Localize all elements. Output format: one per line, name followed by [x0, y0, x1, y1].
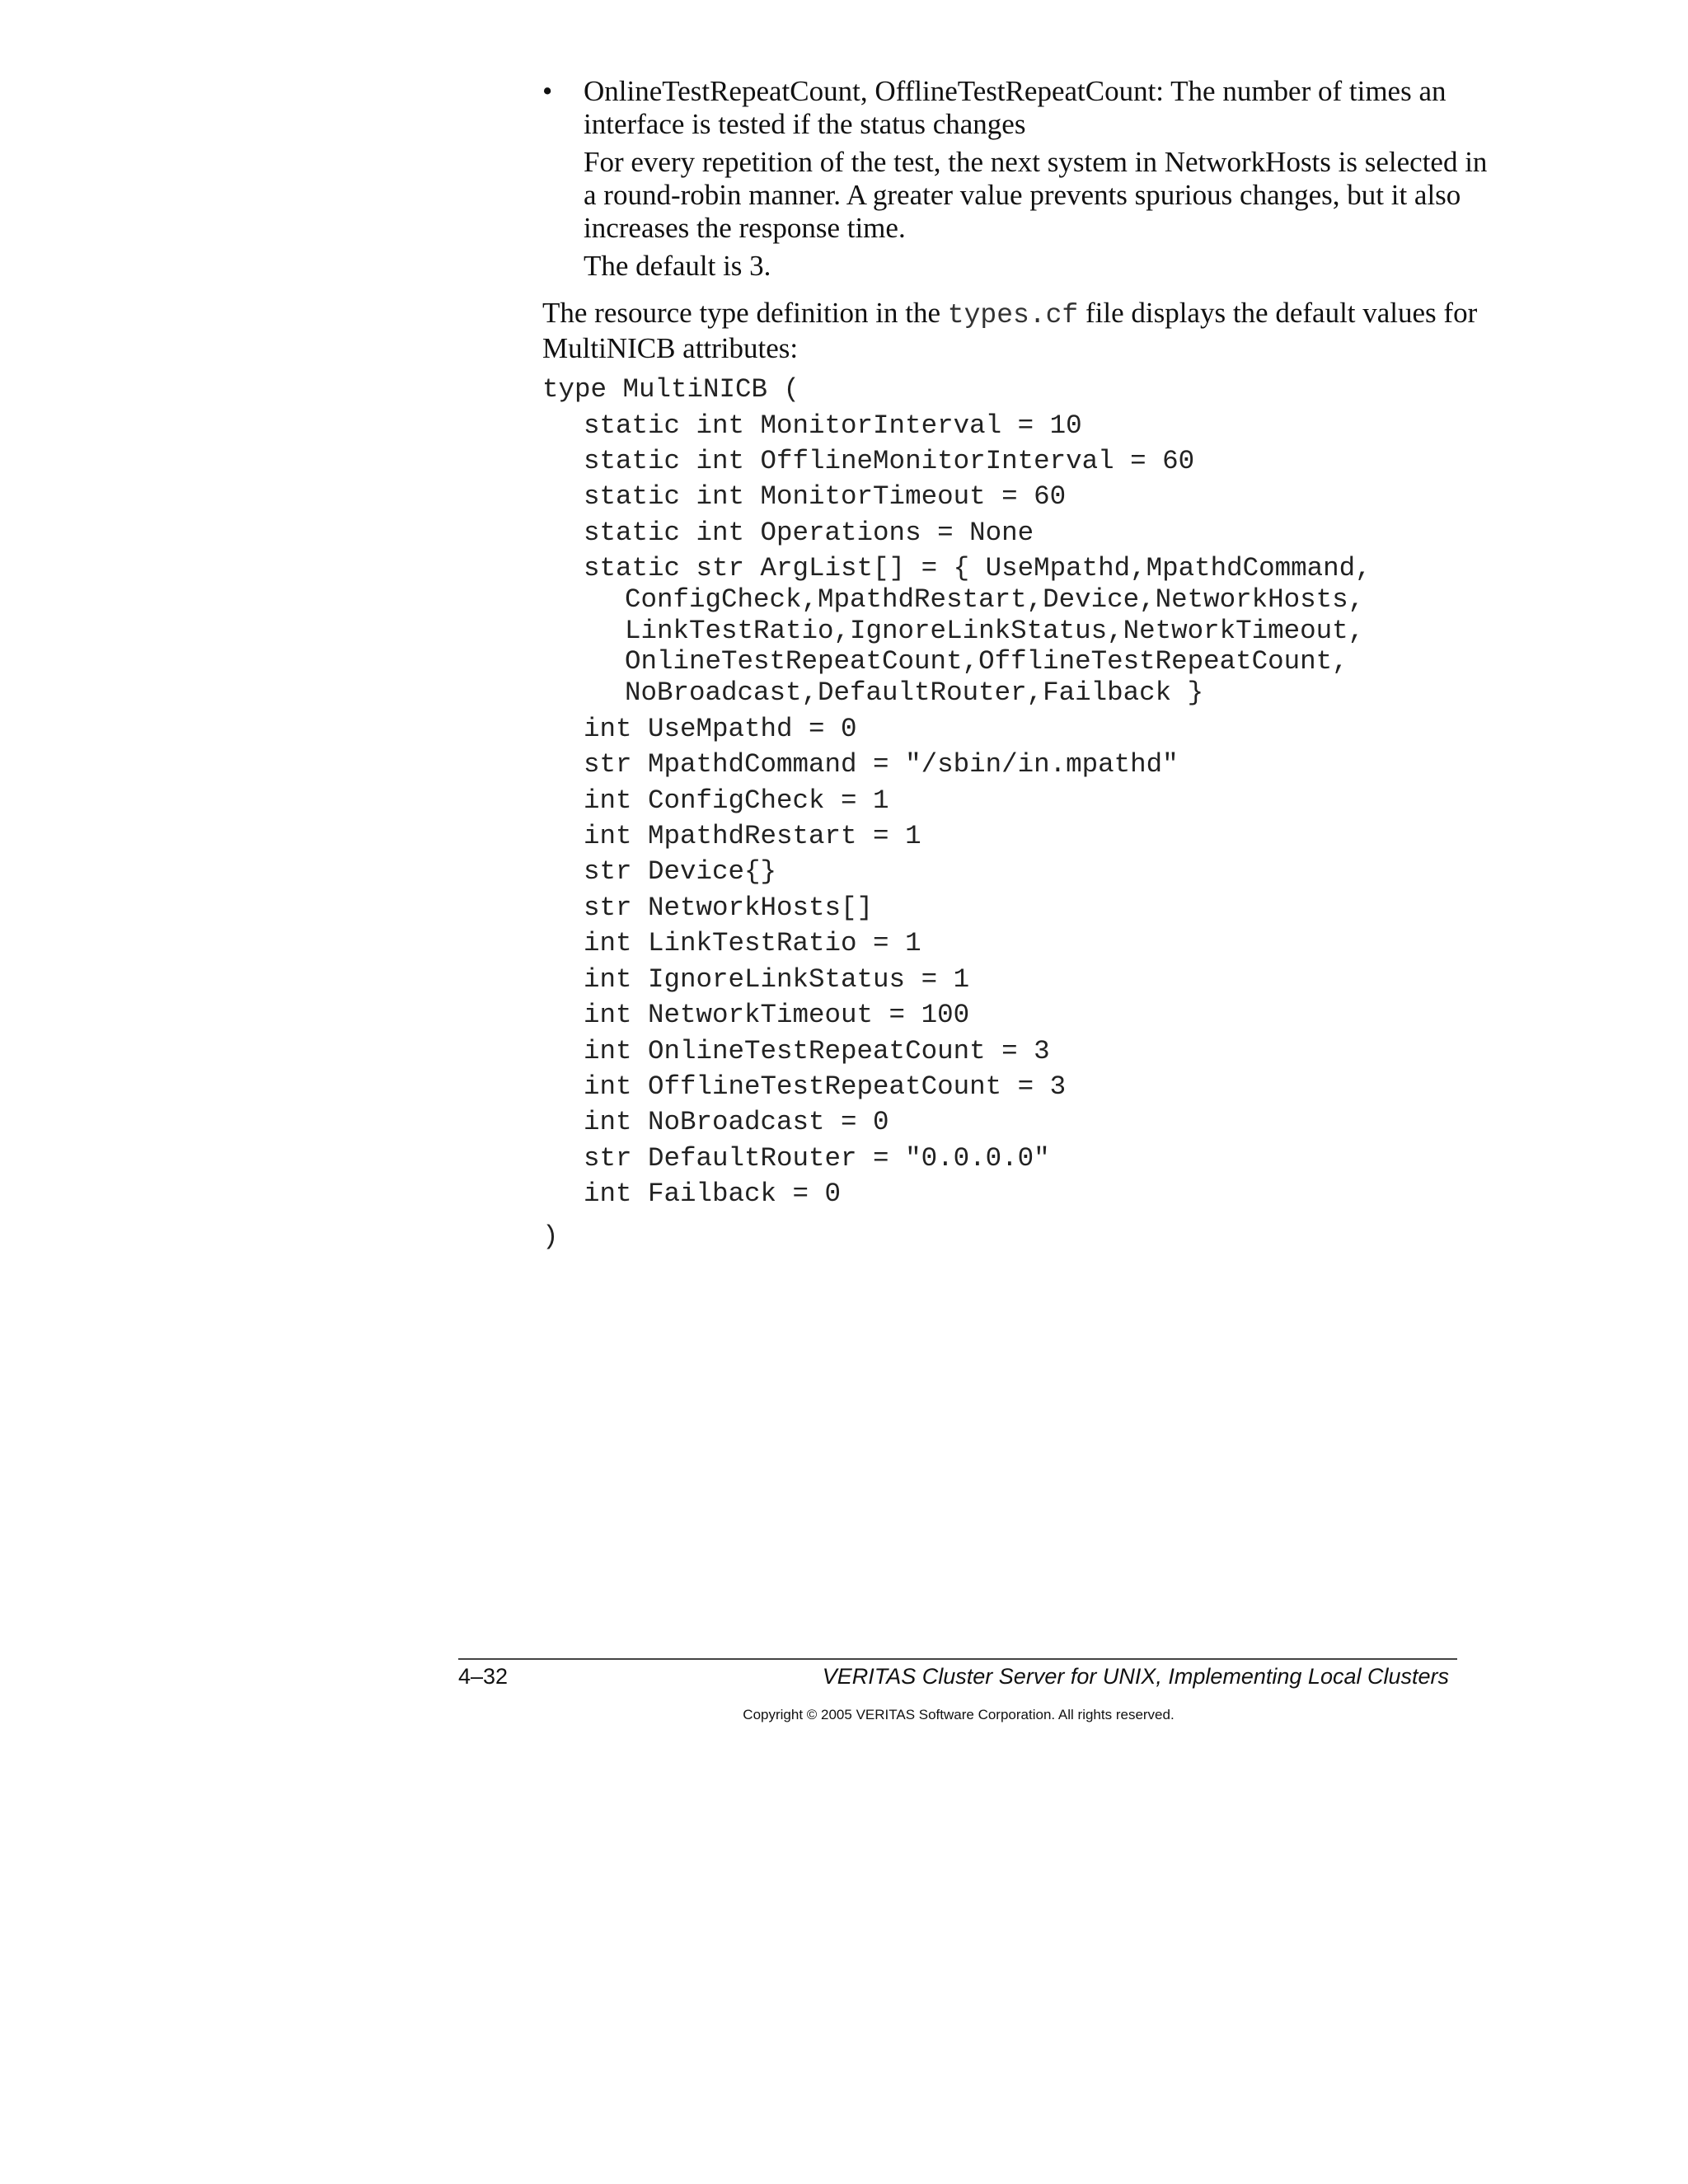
code-line: static int MonitorInterval = 10: [584, 410, 1082, 441]
code-line: static str ArgList[] = { UseMpathd,MpathdCommand,: [584, 553, 1372, 583]
types-cf-filename: types.cf: [947, 300, 1079, 330]
code-line: int NetworkTimeout = 100: [584, 1000, 970, 1030]
code-line: ConfigCheck,MpathdRestart,Device,NetworkHosts,: [625, 584, 1365, 615]
code-line: int LinkTestRatio = 1: [584, 928, 921, 958]
code-line: str MpathdCommand = "/sbin/in.mpathd": [584, 749, 1179, 780]
code-line: str Device{}: [584, 856, 777, 887]
footer-rule: [458, 1658, 1457, 1660]
code-line: ): [542, 1221, 559, 1252]
code-line: static int Operations = None: [584, 518, 1034, 548]
intro-text-before: The resource type definition in the: [542, 297, 948, 329]
code-line: type MultiNICB (: [542, 374, 800, 405]
code-line: int ConfigCheck = 1: [584, 785, 889, 816]
code-line: int Failback = 0: [584, 1179, 842, 1209]
code-line: int UseMpathd = 0: [584, 714, 857, 744]
page-number: 4–32: [458, 1664, 509, 1689]
types-cf-intro: [542, 297, 1498, 365]
code-line: int MpathdRestart = 1: [584, 821, 921, 851]
intro-text-after: file displays the default values for MultiNICB attributes:: [542, 297, 1478, 364]
code-line: str DefaultRouter = "0.0.0.0": [584, 1143, 1050, 1174]
code-line: static int OfflineMonitorInterval = 60: [584, 446, 1195, 476]
code-line: NoBroadcast,DefaultRouter,Failback }: [625, 677, 1204, 708]
bullet-heading: OnlineTestRepeatCount, OfflineTestRepeatCount: The number of times an interface is tested if the status changes: [584, 75, 1447, 140]
code-line: int NoBroadcast = 0: [584, 1107, 889, 1137]
code-line: int OnlineTestRepeatCount = 3: [584, 1036, 1050, 1066]
code-line: static int MonitorTimeout = 60: [584, 481, 1067, 512]
copyright-notice: Copyright © 2005 VERITAS Software Corporation. All rights reserved.: [743, 1707, 1175, 1722]
code-line: int IgnoreLinkStatus = 1: [584, 964, 970, 995]
code-line: LinkTestRatio,IgnoreLinkStatus,NetworkTimeout,: [625, 616, 1365, 646]
bullet-marker: •: [542, 75, 553, 107]
code-line: str NetworkHosts[]: [584, 893, 874, 923]
code-line: OnlineTestRepeatCount,OfflineTestRepeatCount,: [625, 646, 1348, 677]
bullet-paragraph-default: The default is 3.: [584, 250, 771, 282]
code-line: int OfflineTestRepeatCount = 3: [584, 1071, 1067, 1102]
bullet-paragraph-round-robin: For every repetition of the test, the next system in NetworkHosts is selected in a round-robin manner. A greater value prevents spurious changes, but it also increases the response time.: [584, 146, 1488, 244]
running-title: VERITAS Cluster Server for UNIX, Implementing Local Clusters: [822, 1664, 1449, 1689]
